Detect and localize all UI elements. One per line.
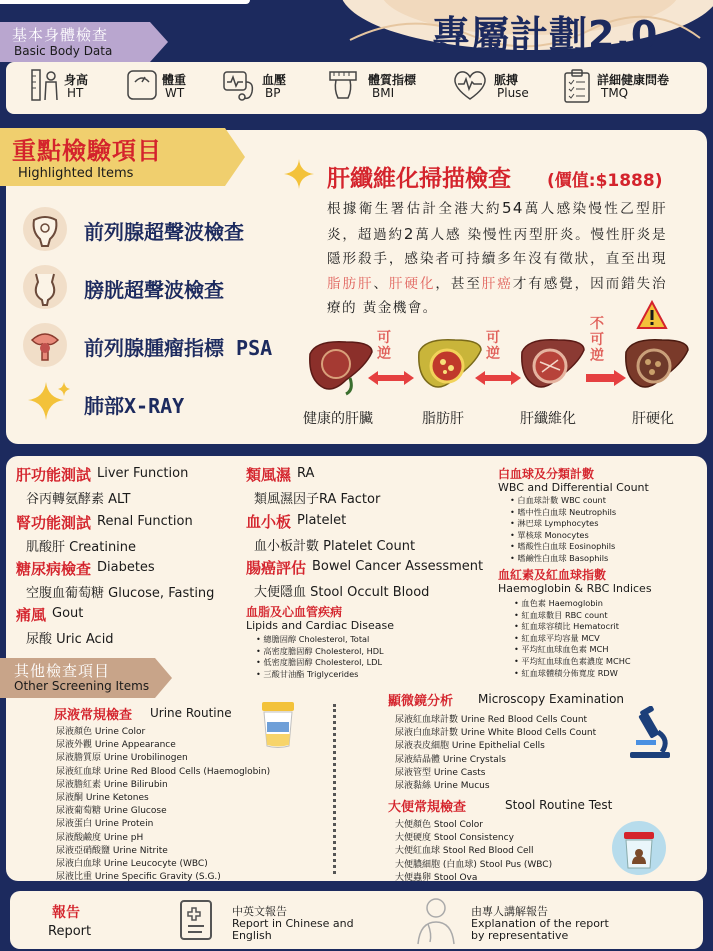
fibro-title: 肝纖維化掃描檢查 bbox=[327, 166, 511, 192]
urine-title-en: Urine Routine bbox=[150, 706, 232, 720]
urine-title-zh: 尿液常規檢查 bbox=[54, 708, 133, 723]
liver-cirrhosis-icon bbox=[622, 334, 692, 396]
list-item: • 紅血球數目 RBC count bbox=[514, 609, 608, 620]
test-title-zh: 糖尿病檢查 bbox=[16, 560, 92, 578]
highlight-item-psa: 前列腺腫瘤指標 PSA bbox=[84, 336, 273, 360]
test-item: 空腹血葡萄糖 Glucose, Fasting bbox=[26, 586, 215, 601]
highlight-title-zh: 重點檢驗項目 bbox=[12, 137, 162, 165]
liver-fatty-icon bbox=[415, 334, 485, 396]
basic-item-zh: 體質指標 bbox=[368, 73, 417, 87]
other-tag bbox=[0, 658, 172, 698]
bladder-icon bbox=[22, 264, 68, 310]
stage-label-fatty: 脂肪肝 bbox=[422, 411, 464, 427]
list-item: 尿液白血球計數 Urine White Blood Cells Count bbox=[395, 728, 597, 739]
dotted-divider bbox=[333, 704, 336, 874]
fibro-desc-num1: 54 bbox=[501, 199, 524, 217]
list-item: • 嗜酸性白血球 Eosinophils bbox=[510, 541, 616, 552]
list-item: 尿液亞硝酸鹽 Urine Nitrite bbox=[56, 845, 168, 856]
list-item: 尿液黏絲 Urine Mucus bbox=[395, 781, 490, 791]
test-title-zh: 類風濕 bbox=[246, 466, 292, 484]
report-item2-zh: 由專人講解報告 bbox=[471, 905, 548, 918]
list-item: • 低密度膽固醇 Cholesterol, LDL bbox=[256, 657, 383, 667]
report-item2-en2: by representative bbox=[471, 929, 569, 942]
basic-item-en: BP bbox=[265, 86, 281, 100]
fibro-desc-2: 萬人感染慢性乙型肝炎，超過約 bbox=[327, 201, 667, 243]
reversible-label-1: 可逆 bbox=[377, 330, 391, 362]
fibro-desc-num2: 2 bbox=[403, 224, 415, 243]
list-item: 尿液外觀 Urine Appearance bbox=[56, 740, 176, 751]
basic-title-zh: 基本身體檢查 bbox=[12, 26, 109, 44]
height-icon bbox=[30, 68, 60, 102]
list-item: • 平均紅血球血色素濃度 MCHC bbox=[514, 656, 631, 666]
list-item: 大便硬度 Stool Consistency bbox=[395, 833, 514, 844]
fibro-description bbox=[327, 196, 667, 321]
list-item: • 總膽固醇 Cholesterol, Total bbox=[256, 634, 370, 644]
liver-fibrosis-icon bbox=[518, 334, 588, 396]
list-item: 尿液紅血球計數 Urine Red Blood Cells Count bbox=[395, 715, 588, 725]
fibro-desc-5: 才有感覺，因而錯失治療的 黃金機會。 bbox=[327, 275, 668, 316]
basic-title-en: Basic Body Data bbox=[14, 44, 113, 58]
list-item: • 嗜鹼性白血球 Basophils bbox=[510, 553, 609, 563]
list-item: 尿液蛋白 Urine Protein bbox=[56, 819, 154, 830]
stage-label-fibrosis: 肝纖維化 bbox=[520, 411, 576, 427]
test-item: 類風濕因子RA Factor bbox=[254, 492, 381, 507]
basic-item-en: TMQ bbox=[601, 86, 629, 100]
report-item1-en2: English bbox=[232, 929, 272, 942]
test-title-en: Liver Function bbox=[97, 466, 189, 481]
warning-icon bbox=[636, 300, 668, 330]
test-title-zh: 血小板 bbox=[246, 513, 292, 531]
test-item: 大便隱血 Stool Occult Blood bbox=[254, 585, 430, 600]
reversible-arrow-1 bbox=[368, 370, 414, 386]
report-title-en: Report bbox=[48, 924, 92, 939]
list-item: 大便紅血球 Stool Red Blood Cell bbox=[395, 846, 534, 857]
test-title-en: RA bbox=[297, 466, 315, 481]
highlight-item-bladder-ultrasound: 膀胱超聲波檢查 bbox=[84, 278, 224, 302]
rbc-title-en: Haemoglobin & RBC Indices bbox=[498, 582, 652, 595]
basic-item-zh: 詳細健康問卷 bbox=[597, 73, 670, 87]
test-title-zh: 腸癌評估 bbox=[246, 559, 307, 577]
report-item1-en1: Report in Chinese and bbox=[232, 917, 354, 930]
blood-pressure-icon bbox=[222, 68, 258, 102]
report-item1-zh: 中英文報告 bbox=[232, 905, 287, 918]
list-item: 大便膿細胞 (白血球) Stool Pus (WBC) bbox=[395, 859, 553, 870]
scale-icon bbox=[125, 68, 159, 102]
report-document-icon bbox=[178, 898, 214, 942]
basic-item-en: HT bbox=[67, 86, 84, 100]
fibro-desc-1: 根據衛生署估計全港大約 bbox=[327, 201, 502, 217]
stage-label-cirrhosis: 肝硬化 bbox=[632, 411, 674, 427]
test-item: 谷丙轉氨酵素 ALT bbox=[26, 492, 131, 507]
prostate-icon bbox=[22, 206, 68, 252]
prostate-marker-icon bbox=[22, 322, 68, 368]
list-item: 大便顏色 Stool Color bbox=[395, 820, 483, 830]
rbc-title: 血紅素及紅血球指數 bbox=[498, 568, 607, 582]
fibro-desc-cancer: 肝癌 bbox=[481, 275, 513, 292]
fibro-desc-fatty: 脂肪肝 bbox=[327, 275, 374, 292]
irreversible-label: 不可逆 bbox=[590, 316, 604, 364]
fibro-desc-cirrhosis: 肝硬化 bbox=[388, 275, 436, 292]
fibro-desc-4: ，甚至 bbox=[435, 275, 482, 292]
highlight-item-prostate-ultrasound: 前列腺超聲波檢查 bbox=[84, 220, 244, 244]
lipid-title: 血脂及心血管疾病 bbox=[246, 605, 343, 619]
list-item: • 紅血球容積比 Hematocrit bbox=[514, 621, 619, 632]
fibro-price: (價值:$1888) bbox=[547, 171, 663, 191]
page-title: 專屬計劃2.0 bbox=[432, 13, 659, 57]
stool-title-en: Stool Routine Test bbox=[505, 798, 613, 812]
test-title-en: Bowel Cancer Assessment bbox=[312, 559, 484, 574]
lipid-title-en: Lipids and Cardiac Disease bbox=[246, 619, 394, 632]
basic-tag bbox=[0, 22, 168, 62]
clipboard-icon bbox=[562, 68, 592, 104]
report-title-zh: 報告 bbox=[52, 905, 80, 921]
urine-cup-icon bbox=[256, 700, 300, 750]
basic-item-zh: 體重 bbox=[162, 73, 187, 87]
list-item: 尿液葡萄糖 Urine Glucose bbox=[56, 806, 167, 817]
highlight-title-en: Highlighted Items bbox=[18, 166, 134, 181]
list-item: • 血色素 Haemoglobin bbox=[514, 598, 603, 608]
basic-item-en: WT bbox=[165, 86, 185, 100]
list-item: • 紅血球平均容量 MCV bbox=[514, 632, 600, 643]
fibro-desc-3: 萬人感 染慢性丙型肝炎。慢性肝炎是隱形殺手，感染者可持續多年沒有徵狀，直至出現 bbox=[327, 226, 667, 267]
fibro-desc-sep: 、 bbox=[373, 275, 389, 292]
list-item: • 淋巴球 Lymphocytes bbox=[510, 518, 599, 529]
microscope-icon bbox=[622, 706, 678, 762]
highlight-tag bbox=[0, 128, 245, 186]
list-item: 尿液管型 Urine Casts bbox=[395, 767, 486, 778]
basic-item-zh: 血壓 bbox=[262, 73, 287, 87]
header-logo-strip bbox=[0, 0, 250, 4]
list-item: 尿液紅血球 Urine Red Blood Cells (Haemoglobin) bbox=[56, 766, 271, 777]
list-item: • 紅血球體積分佈寬度 RDW bbox=[514, 667, 618, 678]
list-item: 尿液結晶體 Urine Crystals bbox=[395, 754, 506, 765]
basic-item-zh: 脈搏 bbox=[494, 73, 519, 87]
test-title-en: Diabetes bbox=[97, 560, 155, 575]
list-item: 尿液酸鹼度 Urine pH bbox=[56, 832, 144, 843]
test-title-zh: 痛風 bbox=[16, 606, 47, 624]
liver-healthy-icon bbox=[306, 336, 376, 396]
basic-item-en: Pluse bbox=[497, 86, 529, 100]
sparkle-icon bbox=[26, 378, 72, 424]
list-item: • 高密度膽固醇 Cholesterol, HDL bbox=[256, 645, 384, 656]
micro-title-zh: 顯微鏡分析 bbox=[388, 694, 454, 709]
representative-icon bbox=[414, 894, 458, 946]
test-item: 肌酸肝 Creatinine bbox=[26, 540, 137, 555]
test-item: 血小板計數 Platelet Count bbox=[254, 539, 416, 554]
test-title-en: Platelet bbox=[297, 513, 347, 528]
bmi-icon bbox=[326, 68, 360, 102]
other-title-en: Other Screening Items bbox=[14, 679, 150, 693]
list-item: 尿液膽紅素 Urine Bilirubin bbox=[56, 779, 168, 790]
report-item2-en1: Explanation of the report bbox=[471, 917, 609, 930]
reversible-arrow-2 bbox=[475, 370, 521, 386]
wbc-title: 白血球及分類計數 bbox=[498, 467, 595, 481]
list-item: 尿液膽質原 Urine Urobilinogen bbox=[56, 753, 188, 764]
list-item: • 嗜中性白血球 Neutrophils bbox=[510, 506, 617, 517]
list-item: • 平均紅血球血色素 MCH bbox=[514, 644, 609, 655]
list-item: 大便蟲卵 Stool Ova bbox=[395, 872, 478, 883]
reversible-label-2: 可逆 bbox=[486, 330, 500, 362]
stool-title-zh: 大便常規檢查 bbox=[388, 800, 467, 815]
wbc-title-en: WBC and Differential Count bbox=[498, 481, 649, 494]
list-item: 尿液酮 Urine Ketones bbox=[56, 793, 149, 803]
test-title-en: Gout bbox=[52, 606, 84, 621]
other-title-zh: 其他檢查項目 bbox=[14, 662, 111, 680]
list-item: 尿液表皮細胞 Urine Epithelial Cells bbox=[395, 741, 545, 752]
basic-item-en: BMI bbox=[372, 86, 395, 100]
test-title-zh: 肝功能測試 bbox=[16, 466, 92, 484]
list-item: • 單核球 Monocytes bbox=[510, 529, 589, 540]
list-item: • 三酸甘油酯 Triglycerides bbox=[256, 668, 359, 679]
stage-label-healthy: 健康的肝臟 bbox=[303, 411, 373, 427]
basic-item-zh: 身高 bbox=[64, 73, 89, 87]
test-title-zh: 腎功能測試 bbox=[16, 514, 92, 532]
list-item: 尿液白血球 Urine Leucocyte (WBC) bbox=[56, 859, 208, 869]
irreversible-arrow bbox=[586, 370, 626, 386]
highlight-item-xray: 肺部X-RAY bbox=[84, 394, 185, 418]
stool-cup-icon bbox=[610, 820, 668, 876]
micro-title-en: Microscopy Examination bbox=[478, 692, 625, 706]
list-item: • 白血球計數 WBC count bbox=[510, 495, 606, 505]
list-item: 尿液比重 Urine Specific Gravity (S.G.) bbox=[56, 872, 221, 883]
heart-pulse-icon bbox=[451, 68, 489, 102]
test-title-en: Renal Function bbox=[97, 514, 193, 529]
list-item: 尿液顏色 Urine Color bbox=[56, 727, 146, 737]
fibro-sparkle-icon bbox=[283, 158, 315, 190]
test-item: 尿酸 Uric Acid bbox=[26, 632, 114, 647]
